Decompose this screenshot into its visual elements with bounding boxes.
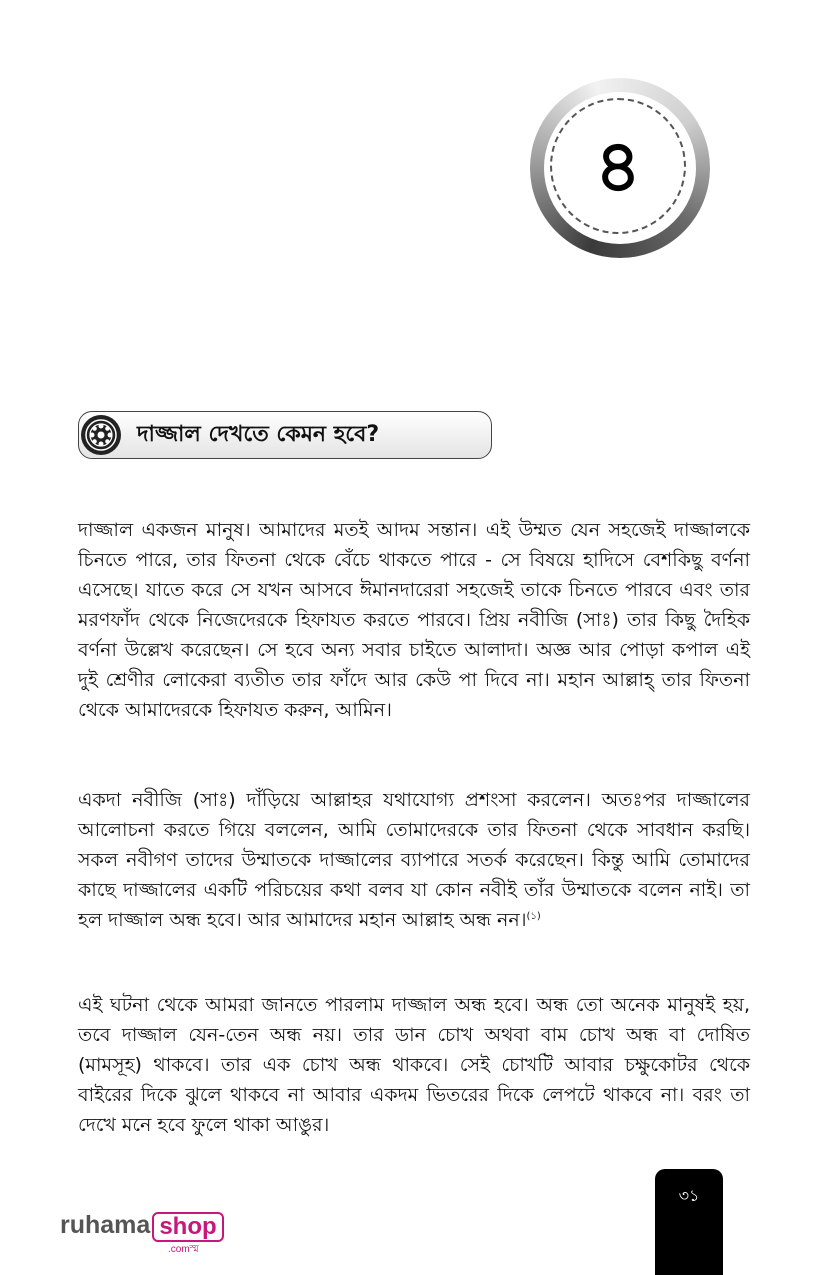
body-paragraph-2-text: একদা নবীজি (সাঃ) দাঁড়িয়ে আল্লাহর যথাযোগ্য প্রশংসা করলেন। অতঃপর দাজ্জালের আলোচনা করতে গিয়ে বললেন, আমি তোমাদেরকে তার ফিতনা থেকে সাবধান করছি। সকল নবীগণ তাদের উম্মাতকে দাজ্জালের ব্যাপারে সতর্ক করেছেন। কিন্তু আমি তোমাদের কাছে দাজ্জালের একটি পরিচয়ের কথা বলব যা কোন নবীই তাঁর উম্মাতকে বলেন নাই। তা হল দাজ্জাল অন্ধ হবে। আর আমাদের মহান আল্লাহ অন্ধ নন। bbox=[78, 789, 750, 931]
body-paragraph-3: এই ঘটনা থেকে আমরা জানতে পারলাম দাজ্জাল অন্ধ হবে। অন্ধ তো অনেক মানুষই হয়, তবে দাজ্জাল যেন-তেন অন্ধ নয়। তার ডান চোখ অথবা বাম চোখ অন্ধ বা দোষিত (মামসূহ) থাকবে। তার এক চোখ অন্ধ থাকবে। সেই চোখটি আবার চক্ষুকোটর থেকে বাইরের দিকে ঝুলে থাকবে না আবার একদম ভিতরের দিকে লেপটে থাকবে না। বরং তা দেখে মনে হবে ফুলে থাকা আঙুর। bbox=[78, 994, 750, 1136]
logo-shop-badge: shop bbox=[152, 1212, 223, 1242]
logo-word: ruhama bbox=[60, 1211, 151, 1239]
ornament-icon bbox=[81, 415, 121, 455]
page-number: ৩১ bbox=[678, 1186, 700, 1205]
body-paragraph-2 bbox=[78, 785, 750, 935]
page-number-tab bbox=[655, 1169, 723, 1275]
section-heading bbox=[78, 411, 492, 459]
chapter-badge-inner bbox=[544, 92, 696, 244]
footnote-marker[interactable]: (১) bbox=[526, 911, 541, 922]
chapter-number: ৪ bbox=[594, 124, 642, 208]
section-title: দাজ্জাল দেখতে কেমন হবে? bbox=[137, 421, 380, 447]
body-paragraph-1: দাজ্জাল একজন মানুষ। আমাদের মতই আদম সন্তান। এই উম্মত যেন সহজেই দাজ্জালকে চিনতে পারে, তার ফিতনা থেকে বেঁচে থাকতে পারে - সে বিষয়ে হাদিসে বেশকিছু বর্ণনা এসেছে। যাতে করে সে যখন আসবে ঈমানদারেরা সহজেই তাকে চিনতে পারবে এবং তার মরণফাঁদ থেকে নিজেদেরকে হিফাযত করতে পারবে। প্রিয় নবীজি (সাঃ) তার কিছু দৈহিক বর্ণনা উল্লেখ করেছেন। সে হবে অন্য সবার চাইতে আলাদা। অজ্ঞ আর পোড়া কপাল এই দুই শ্রেণীর লোকেরা ব্যতীত তার ফাঁদে আর কেউ পা দিবে না। মহান আল্লাহ্ তার ফিতনা থেকে আমাদেরকে হিফাযত করুন, আমিন। bbox=[78, 519, 750, 721]
chapter-badge-dashed-ring bbox=[550, 98, 686, 234]
logo-domain: .comস্ম bbox=[168, 1244, 199, 1255]
ruhamashop-logo bbox=[60, 1211, 224, 1255]
chapter-number-badge bbox=[530, 78, 710, 258]
